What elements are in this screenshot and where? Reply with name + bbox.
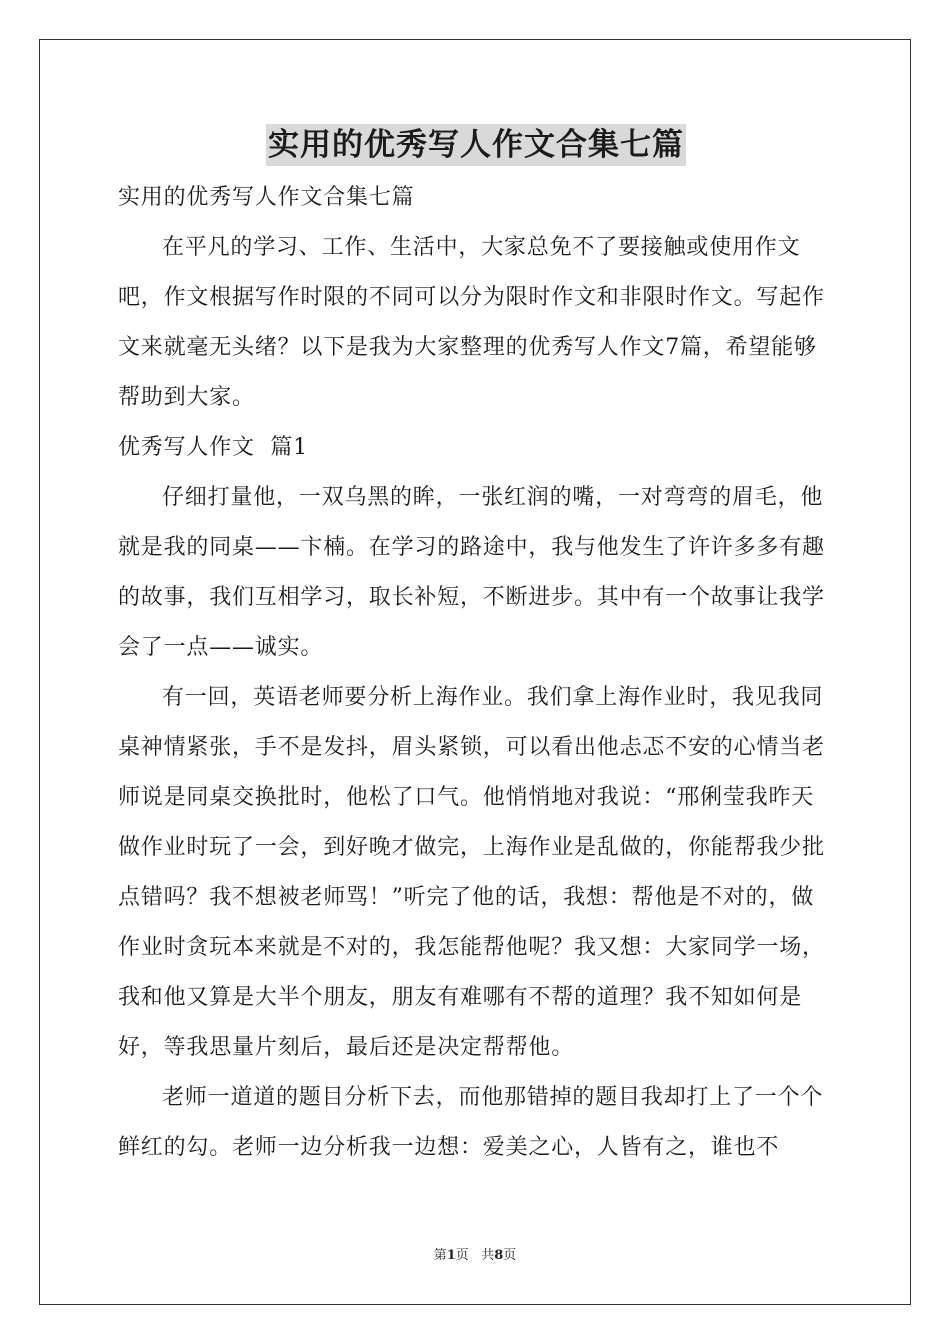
- footer-total-pages: 8: [494, 1248, 504, 1263]
- footer-prefix: 第: [433, 1248, 447, 1263]
- footer-mid: 页 共: [455, 1248, 495, 1263]
- page-footer: [0, 1244, 950, 1263]
- footer-suffix: 页: [503, 1248, 517, 1263]
- body-paragraph-1: 仔细打量他，一双乌黑的眸，一张红润的嘴，一对弯弯的眉毛，他就是我的同桌——卞楠。在学习的路途中，我与他发生了许许多多有趣的故事，我们互相学习，取长补短，不断进步。其中有一个故事让我学会了一点——诚实。: [118, 485, 825, 660]
- body-paragraph-3: 老师一道道的题目分析下去，而他那错掉的题目我却打上了一个个鲜红的勾。老师一边分析我一边想：爱美之心，人皆有之，谁也不: [118, 1085, 824, 1160]
- footer-page-number: 1: [446, 1248, 456, 1263]
- document-subtitle: 实用的优秀写人作文合集七篇: [118, 185, 415, 210]
- document-title: 实用的优秀写人作文合集七篇: [266, 124, 686, 166]
- section-heading: 优秀写人作文 篇1: [118, 435, 308, 460]
- body-paragraph-2: 有一回，英语老师要分析上海作业。我们拿上海作业时，我见我同桌神情紧张，手不是发抖，眉头紧锁，可以看出他忐忑不安的心情当老师说是同桌交换批时，他松了口气。他悄悄地对我说：“邢俐莹我昨天做作业时玩了一会，到好晚才做完，上海作业是乱做的，你能帮我少批点错吗？我不想被老师骂！”听完了他的话，我想：帮他是不对的，做作业时贪玩本来就是不对的，我怎能帮他呢？我又想：大家同学一场，我和他又算是大半个朋友，朋友有难哪有不帮的道理？我不知如何是好，等我思量片刻后，最后还是决定帮帮他。: [118, 685, 825, 1060]
- intro-paragraph: 在平凡的学习、工作、生活中，大家总免不了要接触或使用作文吧，作文根据写作时限的不同可以分为限时作文和非限时作文。写起作文来就毫无头绪？以下是我为大家整理的优秀写人作文7篇，希望能够帮助到大家。: [118, 235, 825, 410]
- title-block: [118, 118, 834, 170]
- document-body: [118, 118, 834, 1173]
